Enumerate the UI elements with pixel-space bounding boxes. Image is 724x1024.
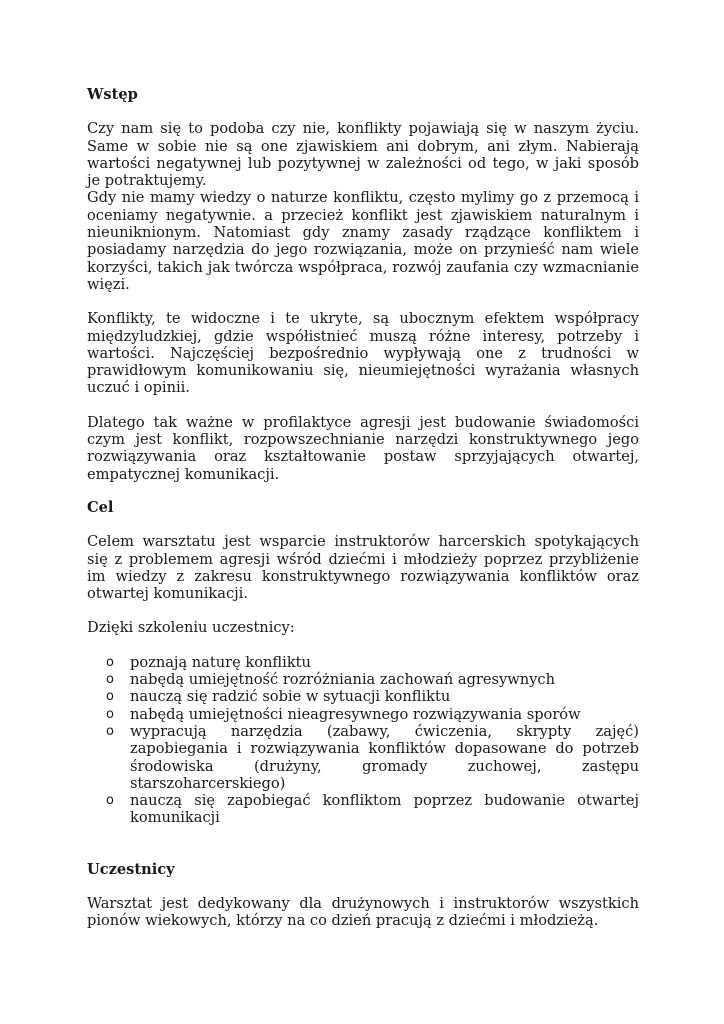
bullet-marker: o bbox=[106, 654, 114, 670]
bullet-marker: o bbox=[106, 723, 114, 739]
intro-paragraph-1: Czy nam się to podoba czy nie, konflikty pojawiają się w naszym życiu. Same w sobie nie są one zjawiskiem ani dobrym, ani złym. Nabierają wartości negatywnej lub pozytywnej w zależności od tego, w jaki sposób je potraktujemy. bbox=[87, 120, 639, 190]
list-item bbox=[87, 688, 639, 705]
participants-paragraph-1: Warsztat jest dedykowany dla drużynowych i instruktorów wszystkich pionów wiekowych, którzy na co dzień pracują z dziećmi i młodzieżą. bbox=[87, 894, 639, 930]
goal-paragraph-2: Dzięki szkoleniu uczestnicy: bbox=[87, 619, 295, 637]
list-item-text: nauczą się zapobiegać konfliktom poprzez budowanie otwartej komunikacji bbox=[130, 792, 639, 827]
bullet-marker: o bbox=[106, 689, 114, 705]
bullet-marker: o bbox=[106, 706, 114, 722]
list-item bbox=[87, 654, 639, 671]
list-item bbox=[87, 706, 639, 723]
goal-paragraph-1: Celem warsztatu jest wsparcie instruktorów harcerskich spotykających się z problemem agresji wśród dziećmi i młodzieży poprzez przybliżenie im wiedzy z zakresu konstruktywnego rozwiązywania konfliktów oraz otwartej komunikacji. bbox=[87, 533, 639, 603]
list-item-text: nauczą się radzić sobie w sytuacji konfliktu bbox=[130, 688, 451, 706]
list-item bbox=[87, 723, 639, 792]
intro-paragraph-4: Dlatego tak ważne w profilaktyce agresji jest budowanie świadomości czym jest konflikt, rozpowszechnianie narzędzi konstruktywnego jego rozwiązywania oraz kształtowanie postaw sprzyjających otwartej, empatycznej komunikacji. bbox=[87, 413, 639, 483]
list-item bbox=[87, 671, 639, 688]
bullet-marker: o bbox=[106, 672, 114, 688]
intro-paragraph-2: Gdy nie mamy wiedzy o naturze konfliktu, często mylimy go z przemocą i oceniamy negatywnie. a przecież konflikt jest zjawiskiem naturalnym i nieuniknionym. Natomiast gdy znamy zasady rządzące konfliktem i posiadamy narzędzia do jego rozwiązania, może on przynieść nam wiele korzyści, takich jak twórcza współpraca, rozwój zaufania czy wzmacnianie więzi. bbox=[87, 189, 639, 293]
intro-paragraph-3: Konflikty, te widoczne i te ukryte, są ubocznym efektem współpracy międzyludzkiej, gdzie współistnieć muszą różne interesy, potrzeby i wartości. Najczęściej bezpośrednio wypływają one z trudności w prawidłowym komunikowaniu się, nieumiejętności wyrażania własnych uczuć i opinii. bbox=[87, 310, 639, 397]
section-heading-participants: Uczestnicy bbox=[87, 860, 175, 878]
bullet-marker: o bbox=[106, 793, 114, 809]
list-item bbox=[87, 792, 639, 827]
list-item-text: nabędą umiejętność rozróżniania zachowań agresywnych bbox=[130, 671, 555, 689]
document-body bbox=[87, 86, 639, 930]
section-heading-intro: Wstęp bbox=[87, 86, 138, 103]
list-item-text: poznają naturę konfliktu bbox=[130, 653, 311, 671]
list-item-text: wypracują narzędzia (zabawy, ćwiczenia, skrypty zajęć) zapobiegania i rozwiązywania konfliktów dopasowane do potrzeb środowiska (drużyny, gromady zuchowej, zastępu starszoharcerskiego) bbox=[130, 722, 639, 792]
goal-outcomes-list bbox=[87, 654, 639, 827]
list-item-text: nabędą umiejętności nieagresywnego rozwiązywania sporów bbox=[130, 705, 581, 723]
section-heading-goal: Cel bbox=[87, 498, 114, 516]
